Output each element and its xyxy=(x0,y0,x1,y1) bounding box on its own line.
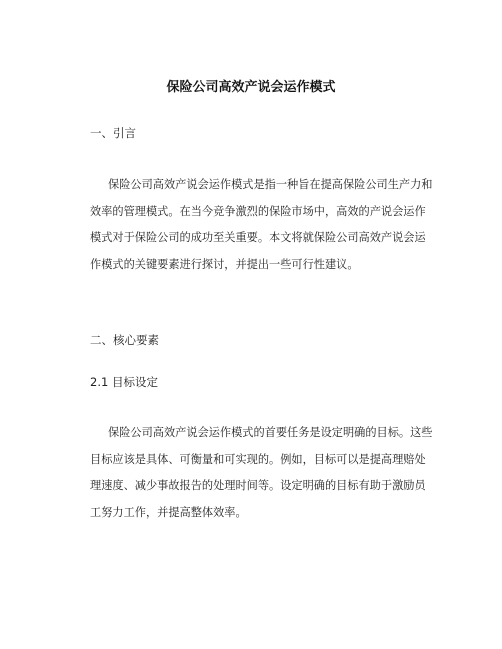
paragraph-line: 保险公司高效产说会运作模式是指一种旨在提高保险公司生产力和 xyxy=(108,178,433,191)
paragraph-line: 效率的管理模式。在当今竞争激烈的保险市场中，高效的产说会运作 xyxy=(90,204,426,218)
subsection-heading-goal-setting: 2.1 目标设定 xyxy=(90,375,158,389)
goal-setting-paragraph xyxy=(72,420,434,526)
paragraph-line: 目标应该是具体、可衡量和可实现的。例如，目标可以是提高理赔处 xyxy=(90,452,426,466)
section-heading-introduction: 一、引言 xyxy=(90,126,136,140)
document-title: 保险公司高效产说会运作模式 xyxy=(166,80,336,95)
introduction-paragraph xyxy=(72,172,434,278)
paragraph-line: 模式对于保险公司的成功至关重要。本文将就保险公司高效产说会运 xyxy=(90,231,426,245)
paragraph-line: 理速度、减少事故报告的处理时间等。设定明确的目标有助于激励员 xyxy=(90,479,426,493)
paragraph-line: 工努力工作，并提高整体效率。 xyxy=(90,505,247,519)
paragraph-line: 保险公司高效产说会运作模式的首要任务是设定明确的目标。这些 xyxy=(108,426,433,439)
section-heading-core-elements: 二、核心要素 xyxy=(90,333,159,347)
paragraph-line: 作模式的关键要素进行探讨，并提出一些可行性建议。 xyxy=(90,257,359,271)
